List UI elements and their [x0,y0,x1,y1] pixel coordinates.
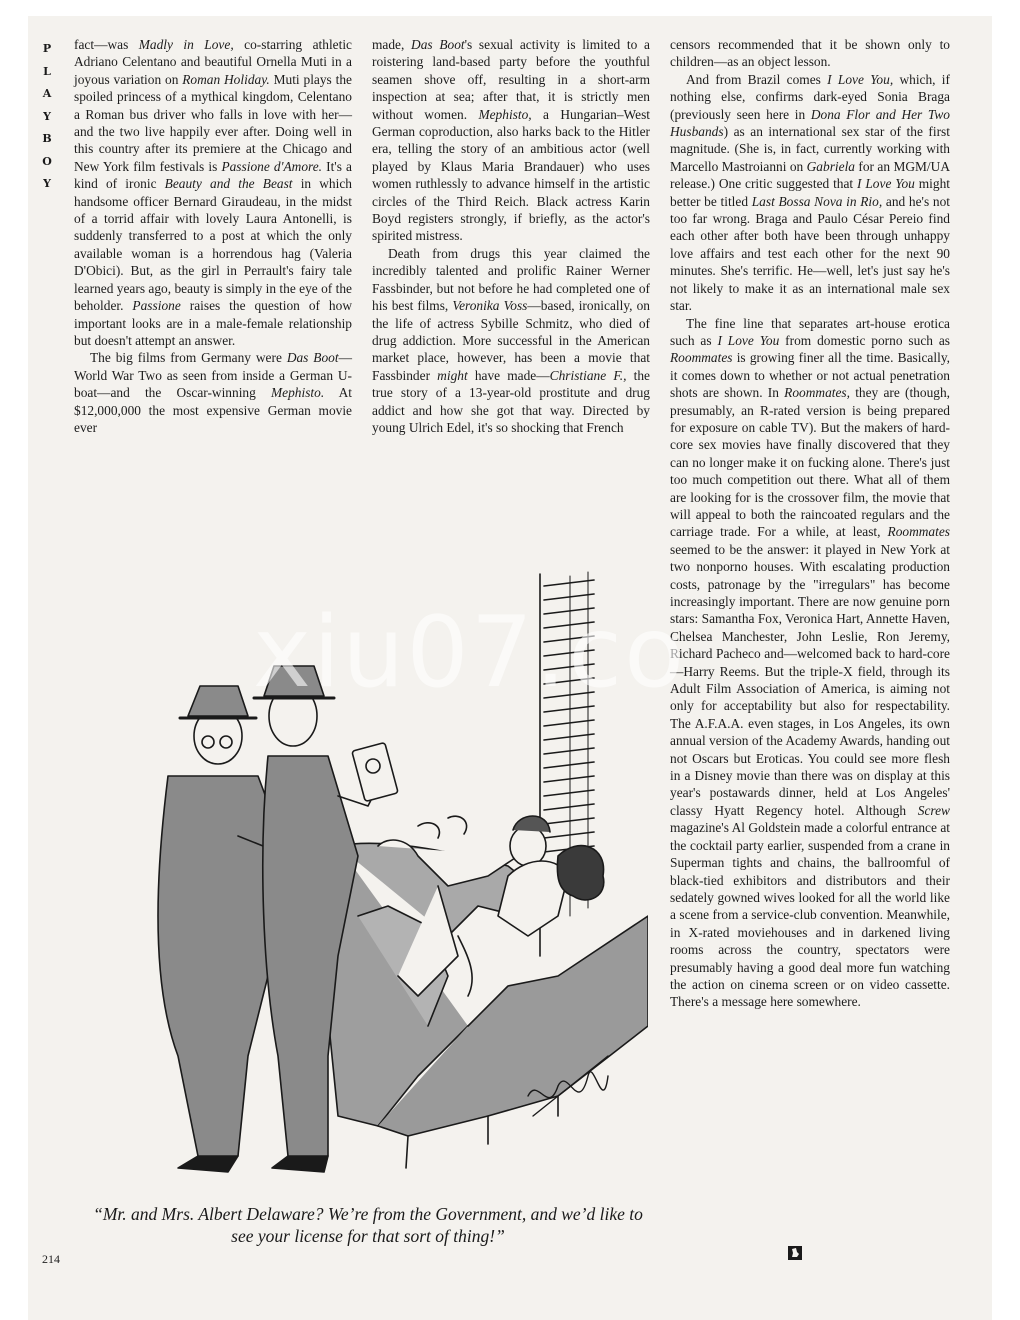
page-number: 214 [42,1252,60,1266]
rabbit-head-end-mark-icon [788,1246,802,1260]
masthead-letter: L [43,64,51,78]
masthead-letter: P [42,42,52,55]
article-paragraph: Death from drugs this year claimed the incredibly talented and prolific Rainer Werner Fassbinder, but not before he had completed one of his best films, Veronika Voss—based, ironically, on the life of actress Sybille Schmitz, who died of drug addiction. More successful in the American market place, however, has been a movie that Fassbinder might have made—Christiane F., the true story of a 13-year-old prostitute and drug addict and how she got that way. Directed by young Ulrich Edel, it's so shocking that French [372,245,650,435]
article-paragraph: And from Brazil comes I Love You, which, if nothing else, confirms dark-eyed Sonia Braga (previously seen here in Dona Flor and Her Two Husbands) as an international sex star of the first magnitude. (She is, in fact, currently working with Marcello Mastroianni on Gabriela for an MGM/UA release.) One critic suggested that I Love You might better be titled Last Bossa Nova in Rio, and he's not too far wrong. Braga and Paulo César Pereio find each other after both have been through unhappy love affairs and test each other for the next 90 minutes. She's terrific. He—well, let's just say he's not likely to make it as an international male sex star. [670,71,950,314]
article-paragraph: fact—was Madly in Love, co-starring athletic Adriano Celentano and beautiful Ornella Muti in a joyous variation on Roman Holiday. Muti plays the spoiled princess of a mythical kingdom, Celentano a Roman bus driver who falls in love with her—and the two live happily ever after. Doing well in this country after its premiere at the Chicago and New York film festivals is Passione d'Amore. It's a kind of ironic Beauty and the Beast in which handsome officer Bernard Giraudeau, in the midst of a torrid affair with lovely Laura Antonelli, is suddenly transferred to a post at which the only available woman is a horrendous hag (Valeria D'Obici). But, as the girl in Perrault's fairy tale learned years ago, beauty is simply in the eye of the beholder. Passione raises the question of how important looks are in a male-female relationship but doesn't attempt an answer. [74,37,352,348]
watermark: xiu07.co [253,596,687,710]
masthead-letter: Y [43,177,51,190]
article-column-2 [372,36,650,436]
masthead-letter: B [42,132,52,145]
article-column-1 [74,36,352,436]
masthead-letter: O [42,154,52,168]
article-paragraph: censors recommended that it be shown only to children—as an object lesson. [670,37,950,70]
cartoon-caption: “Mr. and Mrs. Albert Delaware? We’re from the Government, and we’d like to see your license for that sort of thing!” [93,1204,643,1246]
article-paragraph: made, Das Boot's sexual activity is limited to a roistering land-based party before the youthful seamen shove off, resulting in a short-arm inspection at sea; after that, it is strictly men without women. Mephisto, a Hungarian–West German coproduction, also harks back to the Hitler era, telling the story of an ambitious actor (well played by Klaus Maria Brandauer) who uses women ruthlessly to advance himself in the artistic circles of the Third Reich. Black actress Karin Boyd registers strongly, if briefly, as the actor's spirited mistress. [372,37,650,244]
masthead-letter: A [42,87,52,100]
cartoon-illustration [88,556,648,1216]
playboy-masthead [36,38,58,196]
article-column-3 [670,36,950,1011]
article-paragraph: The big films from Germany were Das Boot—World War Two as seen from inside a German U-boat—and the Oscar-winning Mephisto. At $12,000,000 the most expensive German movie ever [74,350,352,435]
article-paragraph: The fine line that separates art-house erotica such as I Love You from domestic porno such as Roommates is growing finer all the time. Basically, it comes down to whether or not actual penetration shots are shown. In Roommates, they are (though, presumably, an R-rated version is being prepared for exposure on cable TV). But the makers of hard-core sex movies have finally discovered that they can no longer make it on fucking alone. There's just too much competition out there. What all of them are looking for is the crossover film, the movie that will appeal to both the raincoated regulars and the carriage trade. For a while, at least, Roommates seemed to be the answer: it played in New York at two nonporno houses. With escalating production costs, patronage by the "irregulars" has become increasingly important. There are now genuine porn stars: Samantha Fox, Veronica Hart, Annette Haven, Chelsea Manchester, John Leslie, Ron Jeremy, Richard Pacheco and—welcomed back to hard-core—Harry Reems. But the triple-X field, through its Adult Film Association of America, is aiming not only for acceptability but also for respectability. The A.F.A.A. even stages, in Los Angeles, its own annual version of the Academy Awards, handing out not Oscars but Eroticas. You could see more flesh in a Disney movie than there was on display at this year's postawards dinner, held at Los Angeles' classy Hyatt Regency hotel. Although Screw magazine's Al Goldstein made a colorful entrance at the cocktail party earlier, suspended from a crane in Superman tights and chains, the ballroomful of black-tied exhibitors and distributors and their sedately gowned wives looked for all the world like a scene from a service-club convention. Meanwhile, in X-rated moviehouses and in darkened living rooms across the country, spectators were presumably having a good deal more fun watching the action on cinema screen or on video cassette. There's a message here somewhere. [670,315,950,1010]
magazine-page [28,16,992,1320]
masthead-letter: Y [43,109,51,123]
